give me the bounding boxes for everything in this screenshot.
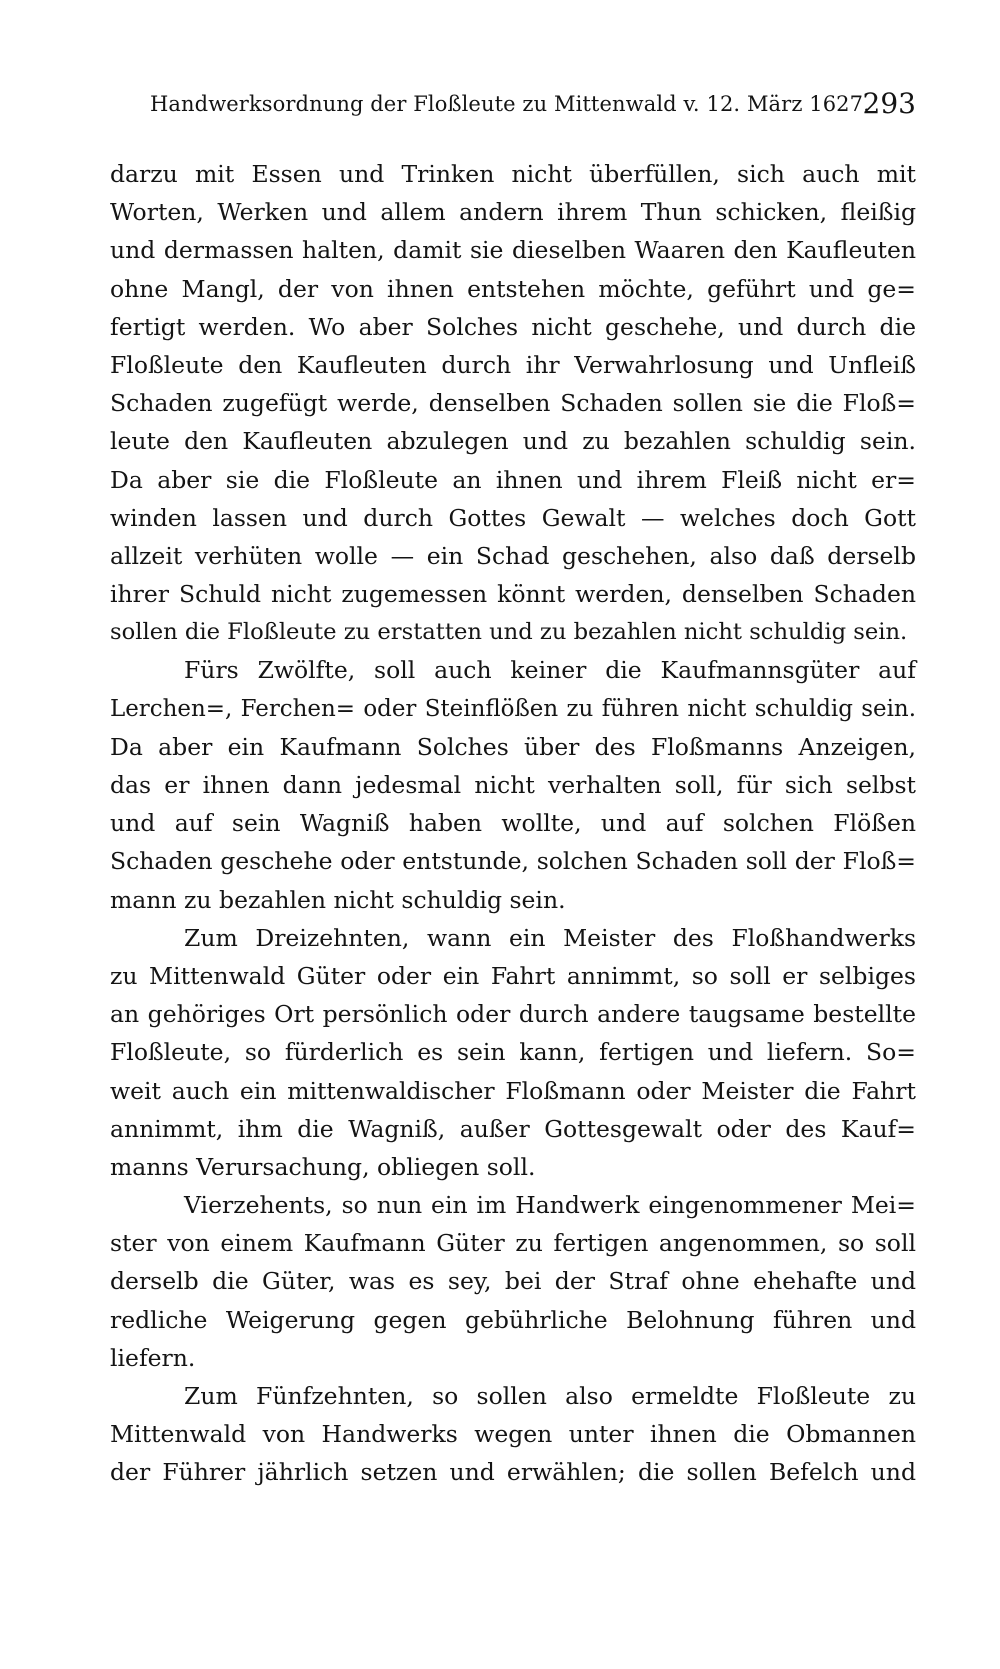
text-line: Schaden zugefügt werde, denselben Schaden sollen sie die Floß= xyxy=(110,389,916,418)
text-line: Zum Dreizehnten, wann ein Meister des Floßhandwerks xyxy=(184,923,916,952)
text-line: derselb die Güter, was es sey, bei der Straf ohne ehehafte und xyxy=(110,1267,916,1296)
text-line: liefern. xyxy=(110,1343,196,1372)
text-line: ohne Mangl, der von ihnen entstehen möchte, geführt und ge= xyxy=(110,274,916,303)
text-line: ster von einem Kaufmann Güter zu fertigen angenommen, so soll xyxy=(110,1229,916,1258)
text-line: Fürs Zwölfte, soll auch keiner die Kaufmannsgüter auf xyxy=(184,656,916,685)
text-line: und dermassen halten, damit sie dieselben Waaren den Kaufleuten xyxy=(110,236,916,265)
running-head xyxy=(150,84,916,124)
text-line: Da aber ein Kaufmann Solches über des Floßmanns Anzeigen, xyxy=(110,732,916,761)
text-line: Floßleute den Kaufleuten durch ihr Verwahrlosung und Unfleiß xyxy=(110,350,916,379)
text-line: fertigt werden. Wo aber Solches nicht geschehe, und durch die xyxy=(110,312,916,341)
text-line: winden lassen und durch Gottes Gewalt — welches doch Gott xyxy=(110,503,916,532)
text-line: manns Verursachung, obliegen soll. xyxy=(110,1152,536,1181)
text-line: annimmt, ihm die Wagniß, außer Gottesgewalt oder des Kauf= xyxy=(110,1114,916,1143)
text-line: zu Mittenwald Güter oder ein Fahrt annimmt, so soll er selbiges xyxy=(110,961,916,990)
text-line: Mittenwald von Handwerks wegen unter ihnen die Obmannen xyxy=(110,1420,916,1449)
text-line: Floßleute, so fürderlich es sein kann, fertigen und liefern. So= xyxy=(110,1038,916,1067)
text-line: redliche Weigerung gegen gebührliche Belohnung führen und xyxy=(110,1305,916,1334)
body-text xyxy=(110,155,916,1492)
text-line: leute den Kaufleuten abzulegen und zu bezahlen schuldig sein. xyxy=(110,427,916,456)
text-line: sollen die Floßleute zu erstatten und zu bezahlen nicht schuldig sein. xyxy=(110,619,908,646)
text-line: Schaden geschehe oder entstunde, solchen Schaden soll der Floß= xyxy=(110,847,916,876)
text-line: an gehöriges Ort persönlich oder durch andere taugsame bestellte xyxy=(110,1000,916,1029)
text-line: und auf sein Wagniß haben wollte, und auf solchen Flößen xyxy=(110,809,916,838)
text-line: Worten, Werken und allem andern ihrem Thun schicken, fleißig xyxy=(110,198,916,227)
text-line: darzu mit Essen und Trinken nicht überfüllen, sich auch mit xyxy=(110,160,916,188)
page-number: 293 xyxy=(862,87,916,120)
text-line: allzeit verhüten wolle — ein Schad geschehen, also daß derselb xyxy=(110,541,916,570)
text-line: ihrer Schuld nicht zugemessen könnt werden, denselben Schaden xyxy=(110,580,916,609)
text-line: das er ihnen dann jedesmal nicht verhalten soll, für sich selbst xyxy=(110,771,916,799)
text-line: Da aber sie die Floßleute an ihnen und ihrem Fleiß nicht er= xyxy=(110,465,916,494)
text-line: Lerchen=, Ferchen= oder Steinflößen zu führen nicht schuldig sein. xyxy=(110,695,916,722)
text-line: mann zu bezahlen nicht schuldig sein. xyxy=(110,885,566,914)
text-line: Vierzehents, so nun ein im Handwerk eingenommener Mei= xyxy=(184,1191,916,1220)
running-head-title: Handwerksordnung der Floßleute zu Mittenwald v. 12. März 1627. xyxy=(150,92,870,116)
text-line: weit auch ein mittenwaldischer Floßmann oder Meister die Fahrt xyxy=(110,1076,916,1105)
text-line: Zum Fünfzehnten, so sollen also ermeldte Floßleute zu xyxy=(184,1382,916,1410)
text-line: der Führer jährlich setzen und erwählen; die sollen Befelch und xyxy=(110,1458,916,1487)
